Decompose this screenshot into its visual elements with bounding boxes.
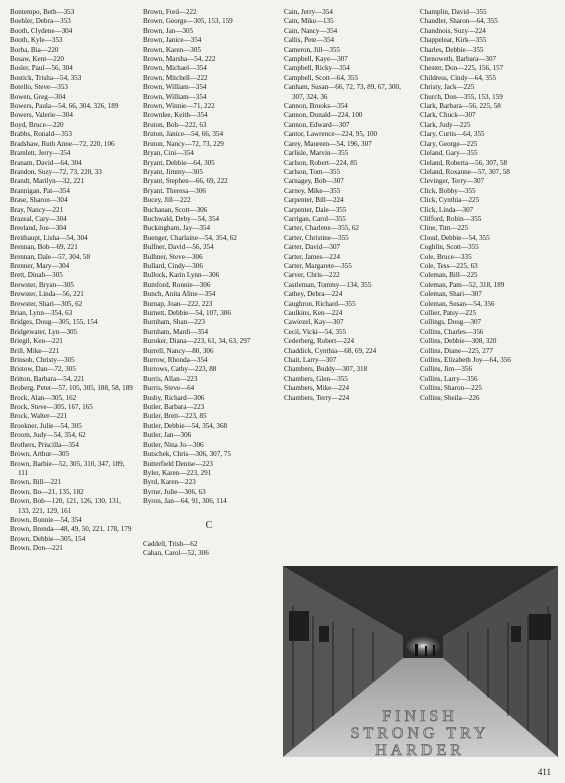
index-entry: Clevinger, Terry—307 [420, 177, 485, 186]
index-entry: Brown, Bob—120, 121, 126, 130, 131, 133, 221, 129, 161 [10, 497, 121, 515]
index-entry: Brabbs, Ronald—353 [10, 130, 72, 139]
index-entry: Caulkins, Ken—224 [284, 309, 343, 317]
index-entry: Brown, William—354 [143, 92, 207, 101]
index-entry: Butler, Brett—223, 85 [143, 412, 207, 421]
index-entry: Carter, Charlene—355, 62 [284, 224, 359, 233]
index-entry: Brown, Bo—21, 135, 182 [10, 487, 84, 496]
index-entry: Byron, Jan—64, 91, 306, 114 [143, 497, 227, 506]
index-entry: Butterfield Denise—223 [143, 459, 213, 468]
index-entry: Cannon, Brooks—354 [284, 102, 348, 111]
index-entry: Cole, Bruce—335 [420, 252, 472, 261]
index-entry: Carter, Christine—355 [284, 233, 349, 242]
index-entry: Bullock, Karin Lynn—306 [143, 271, 220, 280]
index-entry: Butler, Debbie—54, 354, 368 [143, 421, 228, 430]
index-entry: Chambers, Buddy—307, 318 [284, 365, 368, 374]
index-entry: Carter, James—224 [284, 252, 341, 261]
index-entry: Carlson, Tom—355 [284, 167, 341, 176]
index-entry: Collins, Sharon—225 [420, 384, 482, 393]
index-entry: Click, Bobby—355 [420, 186, 476, 195]
index-entry: Brandt, Marilyn—32, 221 [10, 177, 85, 186]
index-entry: Brown, William—354 [143, 83, 207, 92]
index-entry: Bruton, Janice—54, 66, 354 [143, 130, 223, 139]
index-entry: Carey, Maureen—54, 196, 307 [284, 139, 372, 148]
section-letter-c: C [205, 519, 214, 531]
index-entry: Cecil, Vicki—54, 355 [284, 327, 347, 336]
index-entry: Branam, David—64, 304 [10, 158, 82, 167]
index-entry: Cain, Mike—135 [284, 17, 334, 26]
index-entry: Brase, Sharon—304 [10, 196, 68, 205]
index-entry: Brewster, Bryan—305 [10, 280, 74, 289]
index-entry: Britton, Barbara—54, 221 [10, 374, 85, 383]
index-entry: Butler, Jan—306 [143, 431, 192, 440]
index-entry: Bridges, Doug—305, 155, 154 [10, 318, 98, 327]
index-entry: Chambers, Glen—355 [284, 374, 348, 383]
index-entry: Butler, Nina Jo—306 [143, 440, 204, 449]
index-column-4 [420, 8, 560, 403]
index-entry: Cannon, Edward—307 [284, 120, 350, 129]
index-entry: Chandler, Sharon—64, 355 [420, 17, 498, 26]
index-entry: Coghlin, Scott—355 [420, 243, 479, 252]
index-entry: Clark, Barbara—56, 225, 58 [420, 102, 501, 111]
index-entry: Cain, Nancy—354 [284, 26, 338, 35]
index-entry: Cain, Jerry—354 [284, 8, 333, 16]
index-entry: Brock, Steve—305, 167, 165 [10, 403, 93, 412]
index-entry: Booth, Clydene—304 [10, 26, 73, 35]
index-entry: Brownlee, Keith—354 [143, 111, 208, 120]
index-entry: Carlisle, Marvin—355 [284, 149, 349, 158]
index-entry: Burris, Allan—223 [143, 374, 198, 383]
index-entry: Butler, Barbara—223 [143, 403, 205, 412]
index-entry: Butschek, Chris—306, 307, 75 [143, 450, 231, 459]
index-entry: Breithaupt, Lisha—54, 304 [10, 233, 88, 242]
index-entry: Clark, Judy—225 [420, 120, 471, 129]
index-entry: Brannigan, Pat—354 [10, 186, 70, 195]
index-entry: Cantor, Lawrence—224, 95, 100 [284, 130, 378, 139]
index-entry: Bryant, Stephen—66, 69, 222 [143, 177, 228, 186]
index-entry: Chait, Larry—307 [284, 356, 337, 365]
index-entry: Click, Cynthia—225 [420, 196, 480, 205]
index-entry: Brock, Alan—305, 162 [10, 393, 77, 402]
index-entry: Cole, Tess—225, 63 [420, 261, 478, 270]
index-entry: Brinsoh, Christy—305 [10, 356, 75, 365]
index-entry: Bumford, Ronnie—306 [143, 280, 211, 289]
index-entry: Cleland, Gary—355 [420, 149, 478, 158]
index-entry: Cline, Tim—225 [420, 224, 469, 233]
index-entry: Brown, Fred—222 [143, 8, 197, 16]
index-entry: Callis, Pete—354 [284, 36, 335, 45]
index-entry: Carrigan, Carol—355 [284, 214, 346, 223]
index-entry: Chambers, Mike—224 [284, 384, 350, 393]
index-entry: Collins, Elizabeth Joy—64, 356 [420, 356, 511, 365]
index-entry: Brian, Lynn—354, 63 [10, 309, 73, 317]
floor-painted-text-3: HARDER [375, 742, 465, 757]
index-entry: Cleland, Roberta—56, 307, 58 [420, 158, 508, 167]
page-number: 411 [537, 767, 551, 777]
index-entry: Brown, Don—221 [10, 544, 63, 553]
index-entry: Carpenter, Dale—355 [284, 205, 347, 214]
index-entry: Boehler, Debra—353 [10, 17, 71, 26]
index-entry: Brown, Bonnie—54, 354 [10, 515, 82, 524]
index-entry: Brown, Jan—305 [143, 26, 194, 35]
index-entry: Collins, Larry—356 [420, 374, 478, 383]
index-entry: Carter, David—307 [284, 243, 341, 252]
hallway-photo-image [283, 566, 558, 757]
index-entry: Chenoweth, Barbara—307 [420, 55, 497, 64]
index-entry: Brown, Mitchell—222 [143, 73, 208, 82]
index-entry: Collier, Patsy—225 [420, 309, 477, 317]
index-column-2-entries [143, 8, 276, 507]
index-entry: Burnap, Joan—222, 223 [143, 299, 213, 308]
index-column-1 [10, 8, 135, 554]
index-entry: Bryant, Theresa—306 [143, 186, 206, 195]
index-entry: Buenger, Charlaine—54, 354, 62 [143, 233, 237, 242]
index-entry: Coleman, Susan—54, 356 [420, 299, 495, 308]
index-column-3 [284, 8, 412, 403]
index-entry: Buroker, Diana—223, 61, 34, 63, 297 [143, 337, 251, 346]
index-entry: Cannon, Donald—224, 100 [284, 111, 363, 120]
index-entry: Bradshaw, Ruth Anne—72, 220, 106 [10, 139, 115, 148]
index-entry: Buckingham, Jay—354 [143, 224, 210, 233]
index-entry: Burnham, Shan—223 [143, 318, 205, 327]
index-entry: Burris, Steve—64 [143, 384, 195, 393]
index-entry: Coleman, Shari—307 [420, 290, 482, 299]
index-entry: Campbell, Ricky—354 [284, 64, 350, 73]
index-entry: Clary, George—225 [420, 139, 478, 148]
index-entry: Bruton, Nancy—72, 73, 229 [143, 139, 224, 148]
index-entry: Chandnois, Suzy—224 [420, 26, 486, 35]
index-entry: Bridgewater, Lyn—305 [10, 327, 78, 336]
index-entry: Byler, Karen—223, 291 [143, 468, 212, 477]
index-entry: Chaddick, Cynthia—68, 69, 224 [284, 346, 377, 355]
index-entry: Byrne, Julie—306, 63 [143, 487, 206, 496]
index-entry: Chappelear, Kirk—355 [420, 36, 487, 45]
index-entry: Bosaw, Kent—220 [10, 55, 64, 64]
index-entry: Clary, Curtis—64, 355 [420, 130, 485, 139]
index-entry: Cathey, Debra—224 [284, 290, 343, 299]
index-entry: Carnagey, Bob—307 [284, 177, 344, 186]
index-entry: Booth, Kyle—353 [10, 36, 63, 45]
index-entry: Bristow, Dan—72, 305 [10, 365, 76, 374]
index-entry: Carver, Chris—222 [284, 271, 340, 280]
index-entry: Brothers, Priscilla—354 [10, 440, 79, 449]
index-entry: Cleland, Roxanne—57, 307, 58 [420, 167, 510, 176]
index-entry: Brewster, Shari—305, 62 [10, 299, 83, 308]
index-entry: Carter, Margarete—355 [284, 261, 352, 270]
index-entry: Bostick, Trisha—54, 353 [10, 73, 82, 82]
index-entry: Bryant, Debbie—64, 305 [143, 158, 215, 167]
index-column-2 [143, 8, 276, 559]
index-entry: Brown, Winnie—71, 222 [143, 102, 215, 111]
index-entry: Buchanan, Scott—306 [143, 205, 208, 214]
index-entry: Brown, Janice—354 [143, 36, 202, 45]
index-entry: Collins, Diane—225, 277 [420, 346, 493, 355]
index-entry: Borba, Bia—220 [10, 45, 59, 54]
index-entry: Brookner, Julie—54, 305 [10, 421, 82, 430]
hallway-photo [283, 566, 558, 757]
index-entry: Bray, Nancy—221 [10, 205, 64, 214]
index-entry: Brewster, Linda—56, 221 [10, 290, 84, 299]
index-entry: Briegil, Ken—221 [10, 337, 63, 346]
index-entry: Collins, Jim—356 [420, 365, 473, 374]
index-column-2-c-entries [143, 540, 276, 559]
index-entry: Collins, Debbie—308, 320 [420, 337, 497, 346]
index-entry: Caddell, Trish—62 [143, 539, 198, 548]
index-entry: Champlin, David—355 [420, 8, 487, 16]
index-entry: Bowers, Paula—54, 66, 304, 326, 189 [10, 102, 119, 111]
index-entry: Brown, Michael—354 [143, 64, 207, 73]
index-entry: Burrow, Rhonda—354 [143, 356, 208, 365]
index-entry: Collins, Charles—356 [420, 327, 484, 336]
index-entry: Coleman, Bill—225 [420, 271, 478, 280]
index-entry: Brock, Walter—221 [10, 412, 68, 421]
index-entry: Brown, Debbie—305, 154 [10, 534, 86, 543]
index-entry: Brandon, Suzy—72, 73, 220, 33 [10, 167, 102, 176]
index-entry: Busby, Richard—306 [143, 393, 205, 402]
index-entry: Burrows, Cathy—223, 88 [143, 365, 217, 374]
index-entry: Brown, George—305, 153, 159 [143, 17, 233, 26]
index-entry: Bullard, Cindy—306 [143, 261, 203, 270]
index-entry: Brown, Marsha—54, 222 [143, 55, 216, 64]
index-entry: Caughron, Richard—355 [284, 299, 356, 308]
index-entry: Clifford, Robin—355 [420, 214, 482, 223]
index-entry: Bryan, Cini—354 [143, 149, 194, 158]
index-entry: Brown, Brenda—48, 49, 50, 221, 178, 179 [10, 525, 132, 534]
index-entry: Chester, Don—225, 156, 157 [420, 64, 504, 73]
index-entry: Bryant, Jimmy—305 [143, 167, 203, 176]
index-entry: Brown, Barbie—52, 305, 310, 347, 189, 111 [10, 459, 125, 477]
index-entry: Burnett, Debbie—54, 107, 306 [143, 309, 231, 317]
index-entry: Brown, Karen—305 [143, 45, 201, 54]
index-entry: Bulhner, Steve—306 [143, 252, 203, 261]
index-entry: Chambers, Terry—224 [284, 393, 350, 402]
index-entry: Byrd, Karen—223 [143, 478, 196, 487]
index-entry: Collins, Sheila—226 [420, 393, 480, 402]
index-entry: Bosler, Paul—56, 304 [10, 64, 73, 73]
index-entry: Canham, Susan—66, 72, 73, 89, 67, 300, 307, 324, 36 [284, 83, 401, 101]
index-entry: Broberg, Peter—57, 105, 305, 188, 58, 189 [10, 384, 133, 393]
index-entry: Botello, Steve—353 [10, 83, 68, 92]
index-entry: Broom, Judy—54, 354, 62 [10, 431, 86, 440]
index-entry: Cederberg, Robert—224 [284, 337, 355, 346]
index-entry: Brennan, Bob—69, 221 [10, 243, 78, 252]
index-entry: Brenner, Mary—304 [10, 261, 70, 270]
index-entry: Childress, Cindy—64, 355 [420, 73, 497, 82]
floor-painted-text-2: STRONG TRY [350, 725, 490, 742]
index-entry: Carlson, Robert—224, 85 [284, 158, 358, 167]
index-entry: Brown, Bill—221 [10, 478, 62, 487]
index-entry: Cahan, Carol—52, 306 [143, 549, 209, 558]
index-entry: Bulfner, David—56, 354 [143, 243, 214, 252]
index-entry: Christy, Jack—225 [420, 83, 475, 92]
index-entry: Bowen, Greg—304 [10, 92, 66, 101]
index-entry: Bucey, Jill—222 [143, 196, 191, 205]
index-entry: Bramlett, Jerry—354 [10, 149, 71, 158]
index-entry: Brown, Arthur—305 [10, 450, 70, 459]
index-entry: Charles, Debbie—355 [420, 45, 484, 54]
index-entry: Brill, Mike—221 [10, 346, 60, 355]
index-entry: Cloud, Debbie—54, 355 [420, 233, 490, 242]
index-entry: Burnham, Mardi—354 [143, 327, 209, 336]
index-entry: Clark, Chuck—307 [420, 111, 476, 120]
index-entry: Bowers, Valerie—304 [10, 111, 73, 120]
index-entry: Bruton, Bob—222, 63 [143, 120, 207, 129]
index-entry: Cameron, Jill—355 [284, 45, 340, 54]
index-entry: Campbell, Scott—64, 355 [284, 73, 359, 82]
index-entry: Brennan, Dale—57, 304, 58 [10, 252, 90, 261]
index-entry: Click, Linda—307 [420, 205, 474, 214]
index-entry: Campbell, Kaye—307 [284, 55, 348, 64]
index-entry: Collings, Doug—307 [420, 318, 482, 327]
index-entry: Bontempo, Beth—353 [10, 8, 75, 16]
index-entry: Cawiezel, Kay—307 [284, 318, 344, 327]
index-entry: Church, Don—355, 153, 159 [420, 92, 503, 101]
floor-painted-text: FINISH [382, 708, 458, 725]
index-entry: Breeland, Joe—304 [10, 224, 67, 233]
index-entry: Brett, Dinah—305 [10, 271, 63, 280]
index-entry: Boyd, Bruce—220 [10, 120, 64, 129]
index-entry: Castleman, Tommy—134, 355 [284, 280, 372, 289]
index-entry: Brazeal, Cary—304 [10, 214, 67, 223]
index-entry: Carpenter, Bill—224 [284, 196, 344, 205]
index-entry: Buchwald, Deby—54, 354 [143, 214, 220, 223]
index-entry: Coleman, Pam—52, 318, 189 [420, 280, 505, 289]
index-entry: Burrell, Nancy—80, 306 [143, 346, 214, 355]
index-entry: Bunch, Anita Aline—354 [143, 290, 216, 299]
index-entry: Carney, Mike—355 [284, 186, 341, 195]
